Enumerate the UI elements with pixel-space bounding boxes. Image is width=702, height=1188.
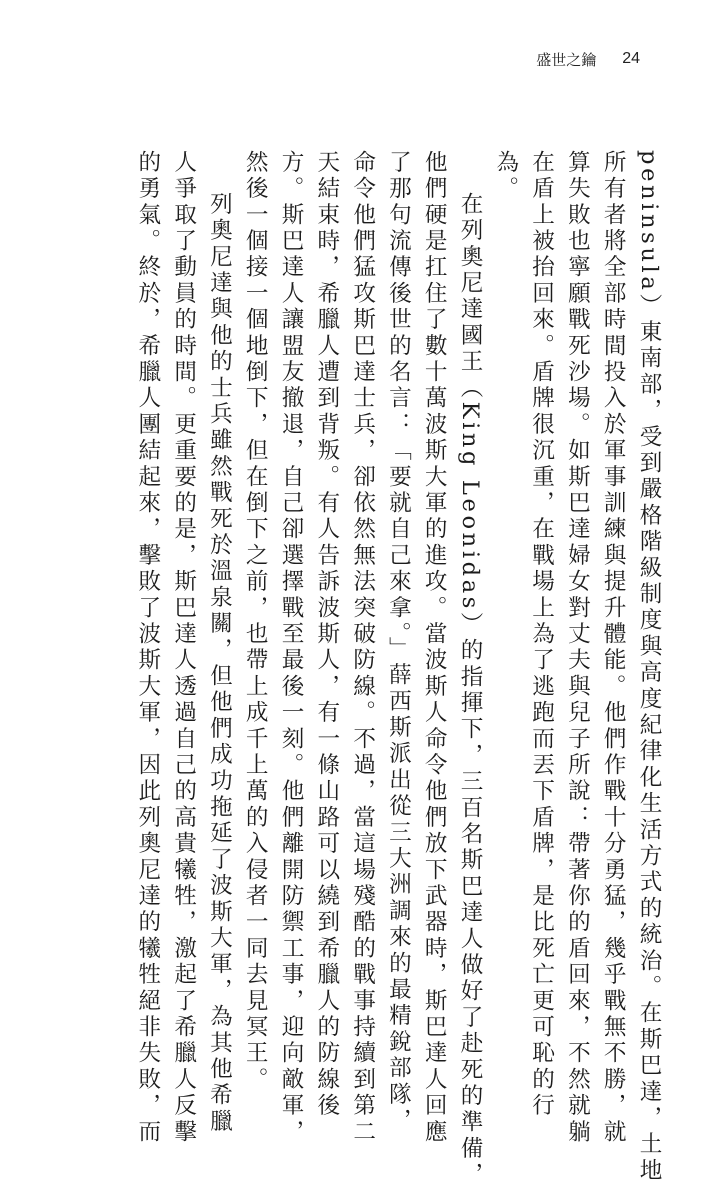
text-column: 然後一個接一個地倒下，但在倒下之前，也帶上成千上萬的入侵者一同去見冥王。	[242, 150, 269, 1094]
text-column: 他們硬是扛住了數十萬波斯大軍的進攻。當波斯人命令他們放下武器時，斯巴達人回應	[421, 150, 448, 1146]
text-column: 方。斯巴達人讓盟友撤退，自己卻選擇戰至最後一刻。他們離開防禦工事，迎向敵軍，	[278, 150, 305, 1146]
book-title: 盛世之鑰	[536, 50, 597, 69]
text-column: 人爭取了動員的時間。更重要的是，斯巴達人透過自己的高貴犧牲，激起了希臘人反擊	[170, 150, 197, 1146]
vertical-text-block	[100, 150, 662, 1188]
text-column: 算失敗也寧願戰死沙場。如斯巴達婦女對丈夫與兒子所說：帶著你的盾回來，不然就躺	[564, 150, 591, 1146]
text-column: 天結束時，希臘人遭到背叛。有人告訴波斯人，有一條山路可以繞到希臘人的防線後	[313, 150, 340, 1120]
text-column: 在盾上被抬回來。盾牌很沉重，在戰場上為了逃跑而丟下盾牌，是比死亡更可恥的行	[528, 150, 555, 1120]
text-column: 所有者將全部時間投入於軍事訓練與提升體能。他們作戰十分勇猛，幾乎戰無不勝，就	[600, 150, 627, 1146]
paragraph-start-column: 列奧尼達與他的士兵雖然戰死於溫泉關，但他們成功拖延了波斯大軍，為其他希臘	[206, 192, 233, 1136]
text-column: 了那句流傳後世的名言：「要就自己來拿。」薛西斯派出從三大洲調來的最精銳部隊，	[385, 150, 412, 1135]
paragraph-start-column: 在列奧尼達國王（King Leonidas）的指揮下，三百名斯巴達人做好了赴死的準備，	[457, 192, 484, 1188]
text-column: peninsula）東南部，受到嚴格階級制度與高度紀律化生活方式的統治。在斯巴達，土地	[636, 150, 662, 1185]
page-number: 24	[622, 50, 640, 67]
text-column: 命令他們猛攻斯巴達士兵，卻依然無法突破防線。不過，當這場殘酷的戰事持續到第二	[349, 150, 376, 1146]
text-column: 的勇氣。終於，希臘人團結起來，擊敗了波斯大軍，因此列奧尼達的犧牲絕非失敗，而	[134, 150, 161, 1146]
text-column: 為。	[492, 150, 519, 203]
running-header	[440, 44, 640, 74]
